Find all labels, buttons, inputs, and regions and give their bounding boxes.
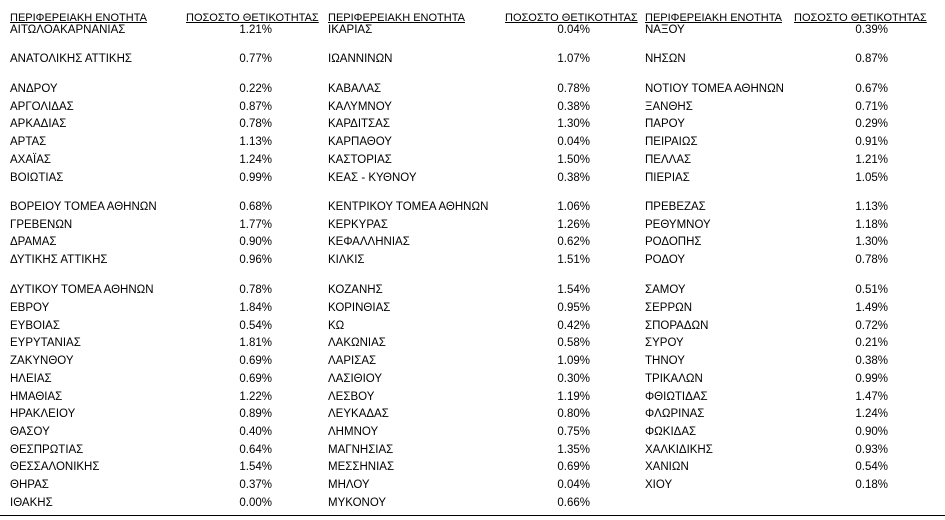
col2-region-name: ΚΑΡΠΑΘΟΥ bbox=[328, 136, 392, 148]
col1-positivity-value: 0.78% bbox=[239, 118, 272, 130]
col1-positivity-value: 0.64% bbox=[239, 444, 272, 456]
col1-region-name: ΒΟΡΕΙΟΥ ΤΟΜΕΑ ΑΘΗΝΩΝ bbox=[10, 201, 157, 213]
col3-region-name: ΡΟΔΟΥ bbox=[645, 254, 686, 266]
col1-positivity-value: 0.78% bbox=[239, 284, 272, 296]
col3-positivity-value: 1.49% bbox=[855, 302, 888, 314]
col3-region-name: ΣΠΟΡΑΔΩΝ bbox=[645, 320, 709, 332]
col2-positivity-value: 0.04% bbox=[557, 24, 590, 36]
col2-positivity-value: 1.26% bbox=[557, 219, 590, 231]
col3-positivity-value: 0.21% bbox=[855, 337, 888, 349]
col1-region-name: ΘΕΣΣΑΛΟΝΙΚΗΣ bbox=[10, 461, 100, 473]
col2-region-name: ΚΟΖΑΝΗΣ bbox=[328, 284, 383, 296]
col2-positivity-value: 0.30% bbox=[557, 373, 590, 385]
col3-region-name: ΠΕΛΛΑΣ bbox=[645, 154, 692, 166]
col2-region-name: ΛΗΜΝΟΥ bbox=[328, 426, 379, 438]
col2-region-name: ΚΙΛΚΙΣ bbox=[328, 254, 365, 266]
col2-positivity-value: 1.09% bbox=[557, 355, 590, 367]
col2-region-name: ΜΑΓΝΗΣΙΑΣ bbox=[328, 444, 394, 456]
header-region-col1: ΠΕΡΙΦΕΡΕΙΑΚΗ ΕΝΟΤΗΤΑ bbox=[10, 12, 147, 24]
col2-positivity-value: 1.51% bbox=[557, 254, 590, 266]
col1-positivity-value: 1.21% bbox=[239, 24, 272, 36]
col3-positivity-value: 0.91% bbox=[855, 136, 888, 148]
col2-region-name: ΚΕΝΤΡΙΚΟΥ ΤΟΜΕΑ ΑΘΗΝΩΝ bbox=[328, 201, 489, 213]
col3-positivity-value: 1.05% bbox=[855, 172, 888, 184]
col3-positivity-value: 0.67% bbox=[855, 83, 888, 95]
col2-positivity-value: 0.95% bbox=[557, 302, 590, 314]
col1-positivity-value: 1.84% bbox=[239, 302, 272, 314]
bottom-border bbox=[0, 515, 945, 516]
col1-positivity-value: 0.99% bbox=[239, 172, 272, 184]
col1-region-name: ΗΛΕΙΑΣ bbox=[10, 373, 52, 385]
col2-positivity-value: 0.78% bbox=[557, 83, 590, 95]
col1-positivity-value: 1.54% bbox=[239, 461, 272, 473]
col3-region-name: ΦΘΙΩΤΙΔΑΣ bbox=[645, 391, 708, 403]
col2-region-name: ΚΑΛΥΜΝΟΥ bbox=[328, 101, 392, 113]
header-region-col3: ΠΕΡΙΦΕΡΕΙΑΚΗ ΕΝΟΤΗΤΑ bbox=[645, 12, 782, 24]
col2-region-name: ΚΩ bbox=[328, 320, 345, 332]
col1-region-name: ΗΡΑΚΛΕΙΟΥ bbox=[10, 408, 76, 420]
col1-region-name: ΔΥΤΙΚΟΥ ΤΟΜΕΑ ΑΘΗΝΩΝ bbox=[10, 284, 154, 296]
col1-positivity-value: 0.69% bbox=[239, 355, 272, 367]
col3-region-name: ΠΑΡΟΥ bbox=[645, 118, 685, 130]
col3-region-name: ΝΗΣΩΝ bbox=[645, 53, 686, 65]
col3-positivity-value: 1.24% bbox=[855, 408, 888, 420]
col3-positivity-value: 0.90% bbox=[855, 426, 888, 438]
col2-region-name: ΚΑΒΑΛΑΣ bbox=[328, 83, 382, 95]
header-positivity-col3: ΠΟΣΟΣΤΟ ΘΕΤΙΚΟΤΗΤΑΣ bbox=[794, 12, 927, 24]
col1-region-name: ΑΝΔΡΟΥ bbox=[10, 83, 58, 95]
col2-positivity-value: 0.75% bbox=[557, 426, 590, 438]
col3-region-name: ΧΙΟΥ bbox=[645, 479, 673, 491]
col3-region-name: ΤΡΙΚΑΛΩΝ bbox=[645, 373, 703, 385]
col1-region-name: ΘΑΣΟΥ bbox=[10, 426, 50, 438]
col2-positivity-value: 0.69% bbox=[557, 461, 590, 473]
col1-positivity-value: 0.40% bbox=[239, 426, 272, 438]
col1-positivity-value: 1.22% bbox=[239, 391, 272, 403]
col3-region-name: ΦΛΩΡΙΝΑΣ bbox=[645, 408, 705, 420]
col2-positivity-value: 0.62% bbox=[557, 236, 590, 248]
col1-region-name: ΙΘΑΚΗΣ bbox=[10, 497, 53, 509]
col1-positivity-value: 0.87% bbox=[239, 101, 272, 113]
col2-positivity-value: 0.80% bbox=[557, 408, 590, 420]
col2-positivity-value: 0.58% bbox=[557, 337, 590, 349]
col1-region-name: ΔΡΑΜΑΣ bbox=[10, 236, 57, 248]
col3-positivity-value: 0.93% bbox=[855, 444, 888, 456]
col1-region-name: ΑΡΤΑΣ bbox=[10, 136, 47, 148]
col3-positivity-value: 1.13% bbox=[855, 201, 888, 213]
col1-positivity-value: 0.68% bbox=[239, 201, 272, 213]
col1-region-name: ΕΒΡΟΥ bbox=[10, 302, 50, 314]
col1-region-name: ΔΥΤΙΚΗΣ ΑΤΤΙΚΗΣ bbox=[10, 254, 108, 266]
col3-positivity-value: 0.71% bbox=[855, 101, 888, 113]
col2-positivity-value: 0.04% bbox=[557, 136, 590, 148]
col2-region-name: ΜΥΚΟΝΟΥ bbox=[328, 497, 387, 509]
col3-region-name: ΡΕΘΥΜΝΟΥ bbox=[645, 219, 711, 231]
col1-positivity-value: 0.22% bbox=[239, 83, 272, 95]
col1-region-name: ΑΙΤΩΛΟΑΚΑΡΝΑΝΙΑΣ bbox=[10, 24, 126, 36]
col3-region-name: ΦΩΚΙΔΑΣ bbox=[645, 426, 697, 438]
col3-positivity-value: 1.18% bbox=[855, 219, 888, 231]
col3-region-name: ΠΕΙΡΑΙΩΣ bbox=[645, 136, 698, 148]
col2-region-name: ΜΗΛΟΥ bbox=[328, 479, 370, 491]
col2-positivity-value: 1.19% bbox=[557, 391, 590, 403]
col3-positivity-value: 0.78% bbox=[855, 254, 888, 266]
col2-region-name: ΚΕΑΣ - ΚΥΘΝΟΥ bbox=[328, 172, 417, 184]
col3-region-name: ΞΑΝΘΗΣ bbox=[645, 101, 693, 113]
col3-positivity-value: 0.29% bbox=[855, 118, 888, 130]
header-positivity-col2: ΠΟΣΟΣΤΟ ΘΕΤΙΚΟΤΗΤΑΣ bbox=[505, 12, 638, 24]
header-region-col2: ΠΕΡΙΦΕΡΕΙΑΚΗ ΕΝΟΤΗΤΑ bbox=[328, 12, 465, 24]
col3-positivity-value: 0.99% bbox=[855, 373, 888, 385]
col2-region-name: ΛΕΣΒΟΥ bbox=[328, 391, 375, 403]
col3-positivity-value: 1.30% bbox=[855, 236, 888, 248]
col1-region-name: ΘΗΡΑΣ bbox=[10, 479, 49, 491]
col3-region-name: ΝΑΞΟΥ bbox=[645, 24, 685, 36]
col2-positivity-value: 1.07% bbox=[557, 53, 590, 65]
col1-positivity-value: 0.96% bbox=[239, 254, 272, 266]
col3-region-name: ΡΟΔΟΠΗΣ bbox=[645, 236, 702, 248]
col1-positivity-value: 0.69% bbox=[239, 373, 272, 385]
col3-positivity-value: 1.47% bbox=[855, 391, 888, 403]
col1-positivity-value: 0.90% bbox=[239, 236, 272, 248]
col1-region-name: ΑΝΑΤΟΛΙΚΗΣ ΑΤΤΙΚΗΣ bbox=[10, 53, 133, 65]
col3-positivity-value: 0.18% bbox=[855, 479, 888, 491]
header-positivity-col1: ΠΟΣΟΣΤΟ ΘΕΤΙΚΟΤΗΤΑΣ bbox=[186, 12, 319, 24]
col3-region-name: ΧΑΝΙΩΝ bbox=[645, 461, 689, 473]
col2-region-name: ΚΕΦΑΛΛΗΝΙΑΣ bbox=[328, 236, 410, 248]
col2-region-name: ΙΩΑΝΝΙΝΩΝ bbox=[328, 53, 393, 65]
col1-positivity-value: 0.89% bbox=[239, 408, 272, 420]
col2-positivity-value: 0.38% bbox=[557, 172, 590, 184]
col2-region-name: ΚΕΡΚΥΡΑΣ bbox=[328, 219, 388, 231]
col1-region-name: ΖΑΚΥΝΘΟΥ bbox=[10, 355, 74, 367]
col1-region-name: ΑΡΚΑΔΙΑΣ bbox=[10, 118, 67, 130]
col2-region-name: ΚΑΡΔΙΤΣΑΣ bbox=[328, 118, 390, 130]
col3-region-name: ΧΑΛΚΙΔΙΚΗΣ bbox=[645, 444, 713, 456]
col2-positivity-value: 1.35% bbox=[557, 444, 590, 456]
col3-region-name: ΣΥΡΟΥ bbox=[645, 337, 684, 349]
col1-region-name: ΓΡΕΒΕΝΩΝ bbox=[10, 219, 73, 231]
col3-positivity-value: 0.54% bbox=[855, 461, 888, 473]
col2-region-name: ΙΚΑΡΙΑΣ bbox=[328, 24, 373, 36]
col1-positivity-value: 0.77% bbox=[239, 53, 272, 65]
col1-region-name: ΗΜΑΘΙΑΣ bbox=[10, 391, 63, 403]
col2-positivity-value: 0.38% bbox=[557, 101, 590, 113]
col3-region-name: ΣΕΡΡΩΝ bbox=[645, 302, 693, 314]
col2-positivity-value: 1.54% bbox=[557, 284, 590, 296]
col3-region-name: ΣΑΜΟΥ bbox=[645, 284, 686, 296]
col3-positivity-value: 0.38% bbox=[855, 355, 888, 367]
col3-positivity-value: 0.72% bbox=[855, 320, 888, 332]
col1-positivity-value: 1.13% bbox=[239, 136, 272, 148]
col3-region-name: ΠΡΕΒΕΖΑΣ bbox=[645, 201, 706, 213]
col2-region-name: ΛΑΣΙΘΙΟΥ bbox=[328, 373, 383, 385]
col1-region-name: ΑΧΑΪΑΣ bbox=[10, 154, 51, 166]
col1-region-name: ΘΕΣΠΡΩΤΙΑΣ bbox=[10, 444, 84, 456]
col1-positivity-value: 1.81% bbox=[239, 337, 272, 349]
col1-positivity-value: 0.37% bbox=[239, 479, 272, 491]
col1-positivity-value: 1.77% bbox=[239, 219, 272, 231]
col3-region-name: ΠΙΕΡΙΑΣ bbox=[645, 172, 690, 184]
col2-positivity-value: 1.06% bbox=[557, 201, 590, 213]
col2-positivity-value: 1.30% bbox=[557, 118, 590, 130]
col1-positivity-value: 1.24% bbox=[239, 154, 272, 166]
col3-positivity-value: 1.21% bbox=[855, 154, 888, 166]
col1-positivity-value: 0.00% bbox=[239, 497, 272, 509]
col3-positivity-value: 0.51% bbox=[855, 284, 888, 296]
col1-region-name: ΒΟΙΩΤΙΑΣ bbox=[10, 172, 64, 184]
col3-region-name: ΤΗΝΟΥ bbox=[645, 355, 685, 367]
col1-region-name: ΑΡΓΟΛΙΔΑΣ bbox=[10, 101, 74, 113]
col2-region-name: ΚΟΡΙΝΘΙΑΣ bbox=[328, 302, 391, 314]
col1-positivity-value: 0.54% bbox=[239, 320, 272, 332]
col1-region-name: ΕΥΡΥΤΑΝΙΑΣ bbox=[10, 337, 81, 349]
col2-region-name: ΛΕΥΚΑΔΑΣ bbox=[328, 408, 389, 420]
col1-region-name: ΕΥΒΟΙΑΣ bbox=[10, 320, 60, 332]
col3-positivity-value: 0.87% bbox=[855, 53, 888, 65]
col2-positivity-value: 0.04% bbox=[557, 479, 590, 491]
col2-region-name: ΜΕΣΣΗΝΙΑΣ bbox=[328, 461, 395, 473]
col2-region-name: ΛΑΡΙΣΑΣ bbox=[328, 355, 377, 367]
col2-positivity-value: 1.50% bbox=[557, 154, 590, 166]
col2-positivity-value: 0.42% bbox=[557, 320, 590, 332]
col3-positivity-value: 0.39% bbox=[855, 24, 888, 36]
col2-positivity-value: 0.66% bbox=[557, 497, 590, 509]
col2-region-name: ΚΑΣΤΟΡΙΑΣ bbox=[328, 154, 392, 166]
col3-region-name: ΝΟΤΙΟΥ ΤΟΜΕΑ ΑΘΗΝΩΝ bbox=[645, 83, 784, 95]
col2-region-name: ΛΑΚΩΝΙΑΣ bbox=[328, 337, 386, 349]
